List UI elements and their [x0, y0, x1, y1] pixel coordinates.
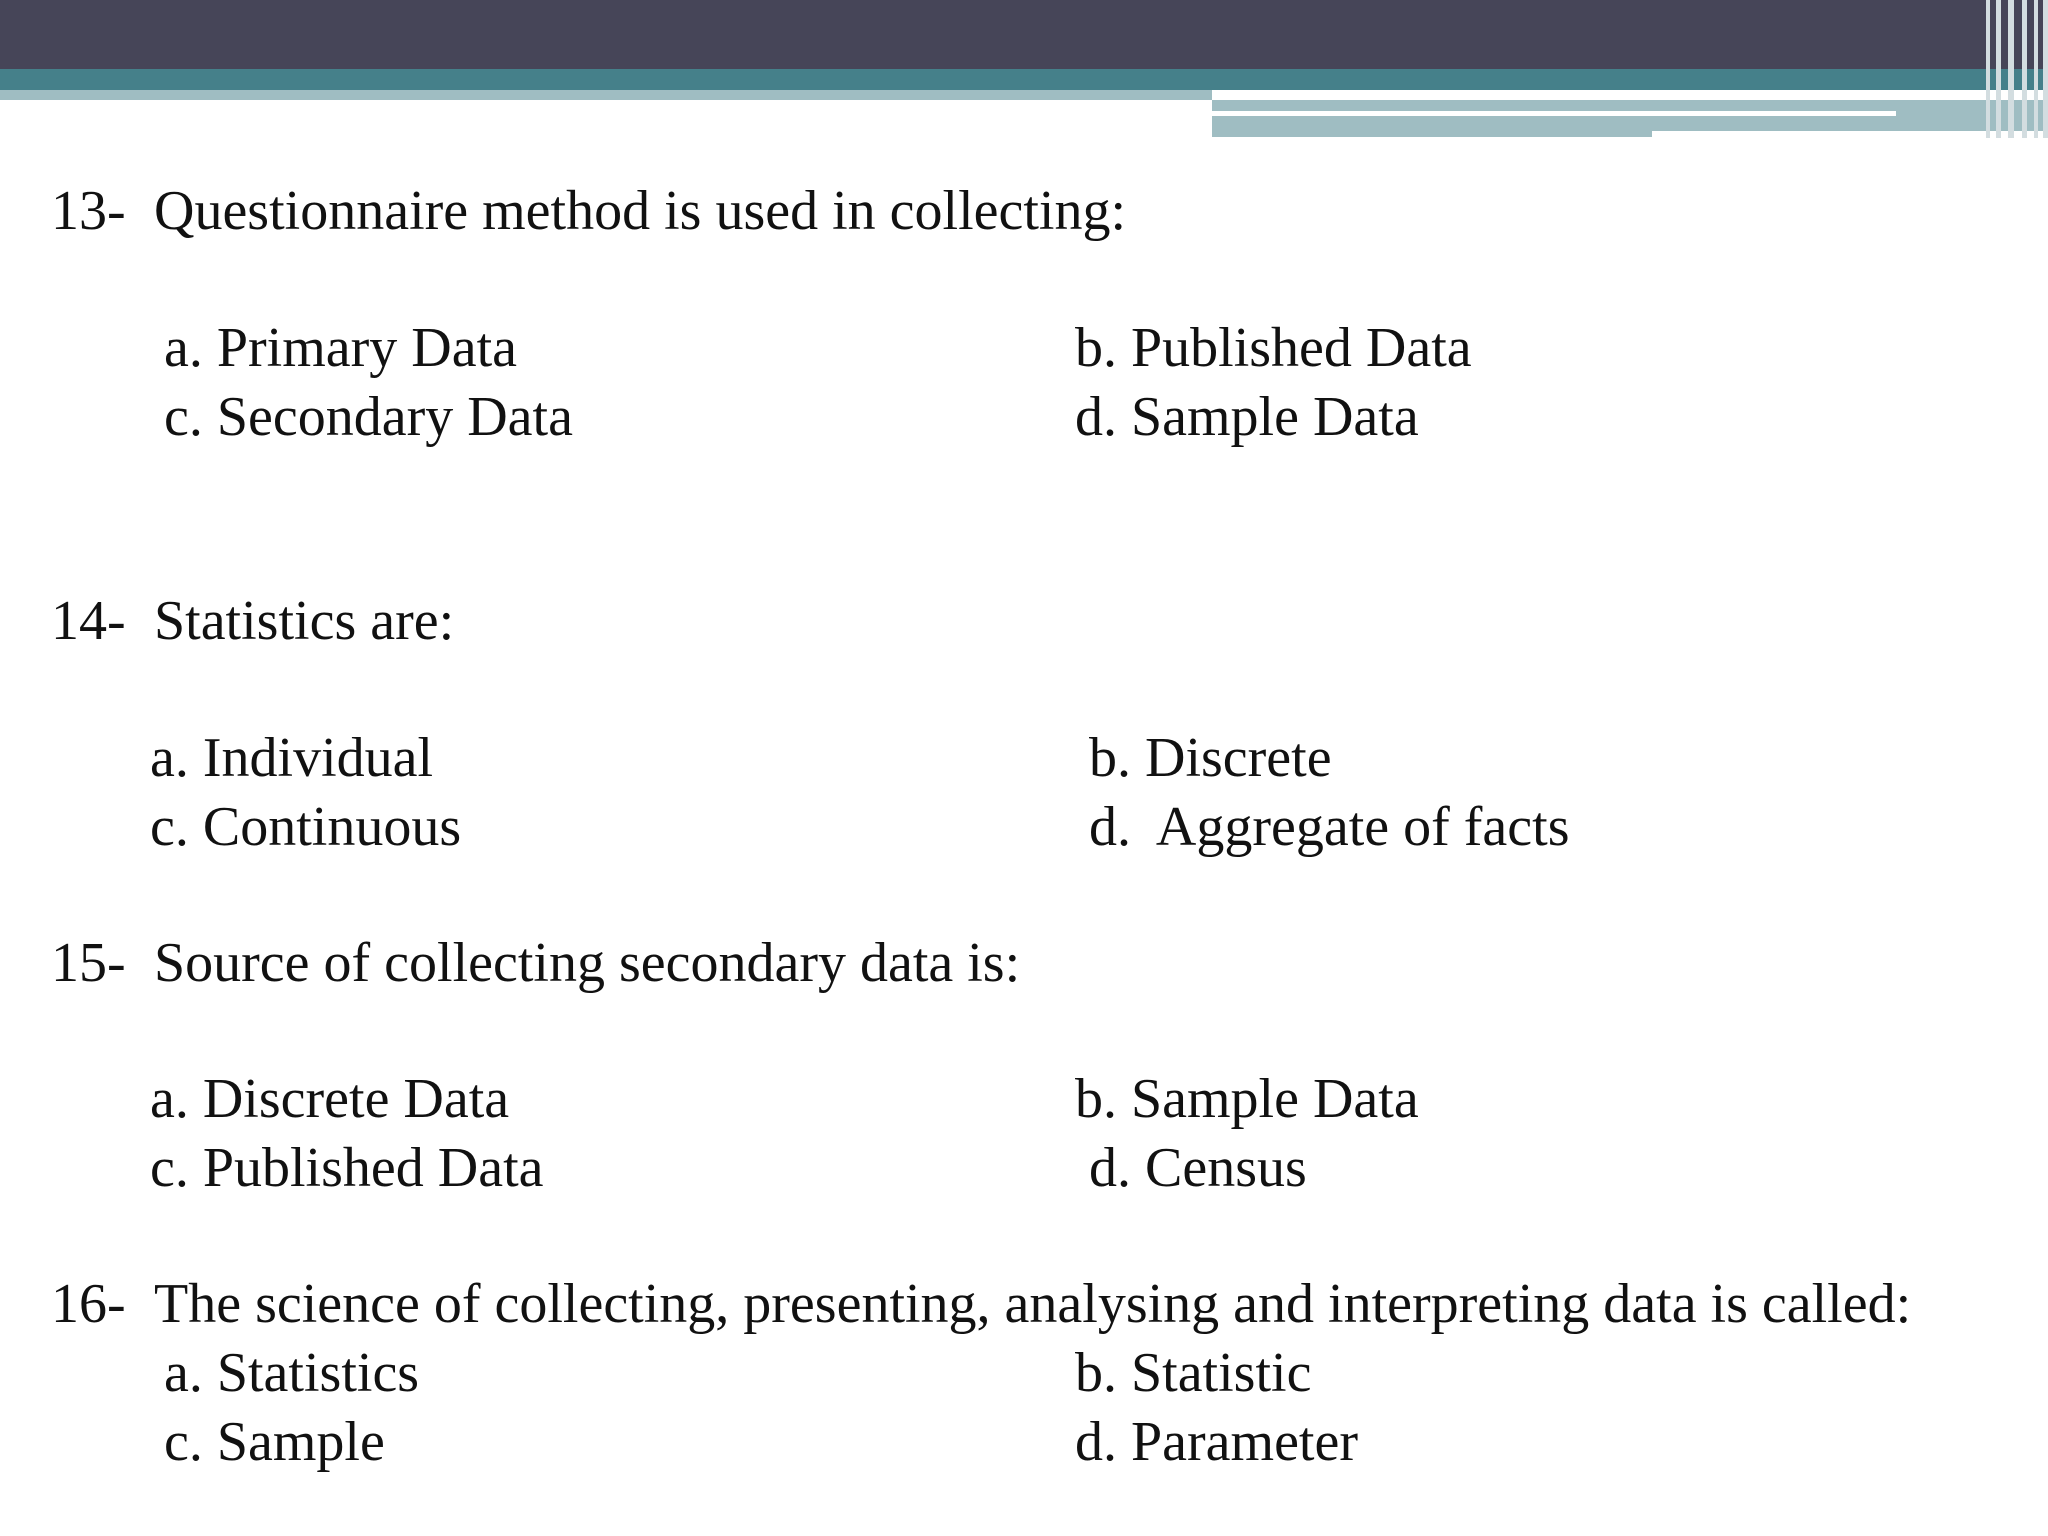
question-14-text: Statistics are: — [154, 590, 455, 652]
question-16-number: 16- — [51, 1273, 126, 1335]
question-14-option-b: b. Discrete — [1089, 727, 1332, 789]
header-white-line — [1212, 111, 1896, 116]
question-15-number: 15- — [51, 932, 126, 994]
question-16-text: The science of collecting, presenting, analysing and interpreting data is called: — [154, 1273, 1912, 1335]
question-14-option-d: d. Aggregate of facts — [1089, 796, 1570, 858]
header-stripes-decoration — [1986, 0, 2048, 138]
header-teal-band — [0, 69, 2048, 90]
question-13-option-b: b. Published Data — [1075, 317, 1472, 379]
question-15-option-a: a. Discrete Data — [150, 1068, 510, 1130]
question-16-option-b: b. Statistic — [1075, 1342, 1312, 1404]
question-15-option-c: c. Published Data — [150, 1137, 544, 1199]
question-16-option-c: c. Sample — [164, 1411, 385, 1473]
question-13-option-c: c. Secondary Data — [164, 386, 573, 448]
question-13-text: Questionnaire method is used in collecting: — [154, 180, 1127, 242]
question-14-number: 14- — [51, 590, 126, 652]
question-15-text: Source of collecting secondary data is: — [154, 932, 1021, 994]
header-dark-band — [0, 0, 2048, 69]
question-16-option-a: a. Statistics — [164, 1342, 420, 1404]
question-15-option-d: d. Census — [1089, 1137, 1307, 1199]
question-13-option-a: a. Primary Data — [164, 317, 517, 379]
question-14-option-c: c. Continuous — [150, 796, 462, 858]
question-13-number: 13- — [51, 180, 126, 242]
question-13-option-d: d. Sample Data — [1075, 386, 1419, 448]
header-light-band-left — [0, 90, 1212, 100]
question-14-option-a: a. Individual — [150, 727, 434, 789]
question-15-option-b: b. Sample Data — [1075, 1068, 1419, 1130]
question-16-option-d: d. Parameter — [1075, 1411, 1358, 1473]
